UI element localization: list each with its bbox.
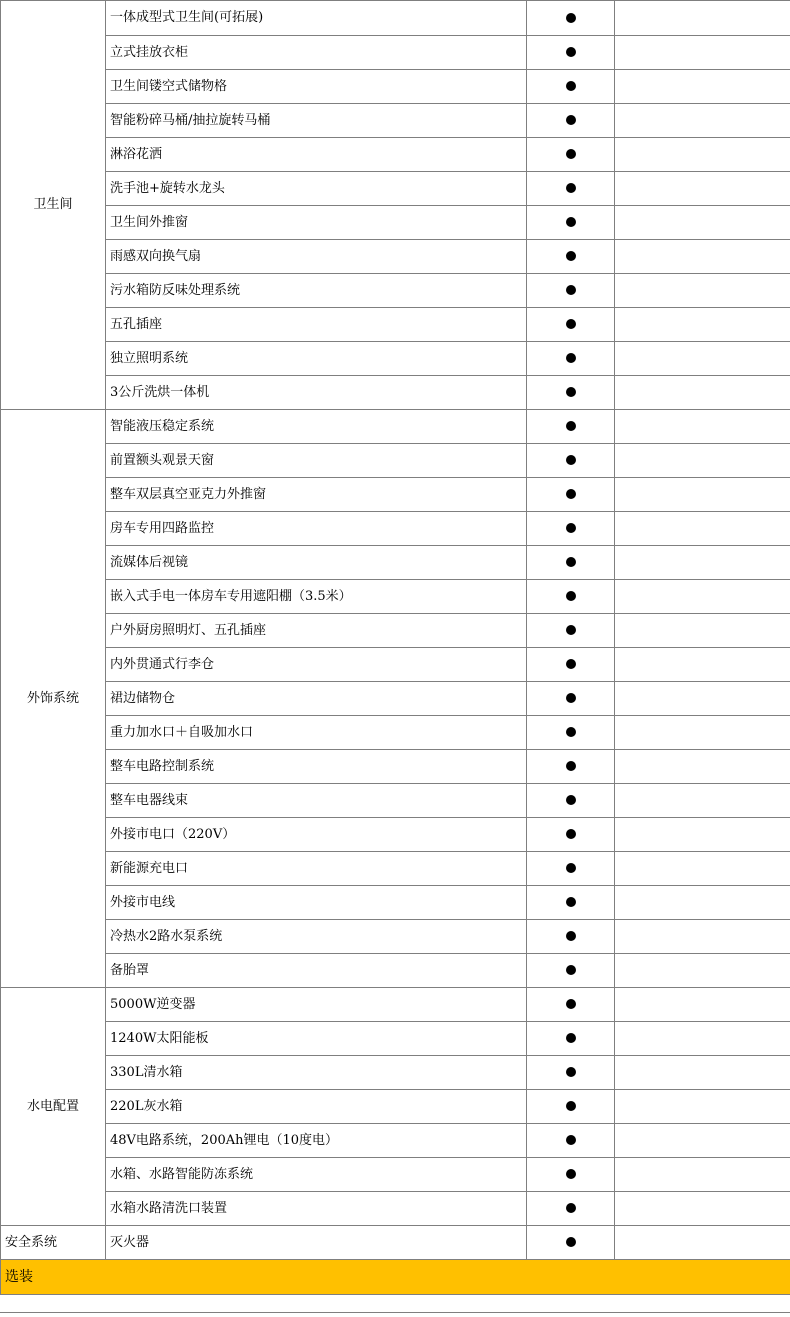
- standard-marker-cell: [527, 954, 615, 988]
- item-name: 1240W太阳能板: [106, 1022, 527, 1056]
- item-name: 五孔插座: [106, 308, 527, 342]
- standard-marker-cell: [527, 240, 615, 274]
- item-name: 水箱、水路智能防冻系统: [106, 1158, 527, 1192]
- notes-cell: [615, 818, 790, 852]
- table-row: [1, 240, 790, 274]
- notes-cell: [615, 920, 790, 954]
- table-row: [1, 546, 790, 580]
- item-name: 220L灰水箱: [106, 1090, 527, 1124]
- table-row: [1, 138, 790, 172]
- standard-dot-icon: [566, 727, 576, 737]
- notes-cell: [615, 444, 790, 478]
- standard-marker-cell: [527, 716, 615, 750]
- item-name: 48V电路系统，200Ah锂电（10度电）: [106, 1124, 527, 1158]
- standard-dot-icon: [566, 217, 576, 227]
- notes-cell: [615, 342, 790, 376]
- notes-cell: [615, 954, 790, 988]
- notes-cell: [615, 1192, 790, 1226]
- item-name: 嵌入式手电一体房车专用遮阳棚（3.5米）: [106, 580, 527, 614]
- notes-cell: [615, 240, 790, 274]
- item-name: 水箱水路清洗口装置: [106, 1192, 527, 1226]
- item-name: 房车专用四路监控: [106, 512, 527, 546]
- notes-cell: [615, 546, 790, 580]
- standard-dot-icon: [566, 455, 576, 465]
- table-row: [1, 818, 790, 852]
- standard-marker-cell: [527, 138, 615, 172]
- item-name: 3公斤洗烘一体机: [106, 376, 527, 410]
- table-row: [1, 580, 790, 614]
- notes-cell: [615, 138, 790, 172]
- notes-cell: [615, 1, 790, 36]
- notes-cell: [615, 172, 790, 206]
- standard-dot-icon: [566, 659, 576, 669]
- table-row: [1, 886, 790, 920]
- item-name: 整车电路控制系统: [106, 750, 527, 784]
- table-row: [1, 104, 790, 138]
- standard-marker-cell: [527, 206, 615, 240]
- notes-cell: [615, 716, 790, 750]
- standard-dot-icon: [566, 1033, 576, 1043]
- table-row: [1, 614, 790, 648]
- standard-marker-cell: [527, 1, 615, 36]
- standard-marker-cell: [527, 614, 615, 648]
- table-row: [1, 376, 790, 410]
- standard-marker-cell: [527, 1124, 615, 1158]
- category-cell: 水电配置: [1, 988, 106, 1226]
- standard-marker-cell: [527, 682, 615, 716]
- table-row: [1, 172, 790, 206]
- table-row: [1, 648, 790, 682]
- table-row: [1, 682, 790, 716]
- notes-cell: [615, 36, 790, 70]
- notes-cell: [615, 750, 790, 784]
- standard-dot-icon: [566, 897, 576, 907]
- notes-cell: [615, 1226, 790, 1260]
- standard-dot-icon: [566, 863, 576, 873]
- notes-cell: [615, 274, 790, 308]
- table-row: [1, 954, 790, 988]
- standard-marker-cell: [527, 852, 615, 886]
- standard-marker-cell: [527, 784, 615, 818]
- standard-dot-icon: [566, 1101, 576, 1111]
- standard-dot-icon: [566, 387, 576, 397]
- item-name: 整车电器线束: [106, 784, 527, 818]
- table-row: [1, 1090, 790, 1124]
- table-row: [1, 36, 790, 70]
- notes-cell: [615, 852, 790, 886]
- standard-marker-cell: [527, 104, 615, 138]
- category-cell: 外饰系统: [1, 410, 106, 988]
- standard-marker-cell: [527, 1226, 615, 1260]
- standard-dot-icon: [566, 1135, 576, 1145]
- standard-dot-icon: [566, 1237, 576, 1247]
- standard-marker-cell: [527, 648, 615, 682]
- standard-dot-icon: [566, 795, 576, 805]
- notes-cell: [615, 1124, 790, 1158]
- notes-cell: [615, 1090, 790, 1124]
- standard-marker-cell: [527, 886, 615, 920]
- table-row: [1, 988, 790, 1022]
- item-name: 淋浴花洒: [106, 138, 527, 172]
- standard-dot-icon: [566, 489, 576, 499]
- standard-marker-cell: [527, 1158, 615, 1192]
- standard-marker-cell: [527, 274, 615, 308]
- notes-cell: [615, 376, 790, 410]
- item-name: 重力加水口＋自吸加水口: [106, 716, 527, 750]
- standard-marker-cell: [527, 444, 615, 478]
- notes-cell: [615, 1022, 790, 1056]
- item-name: 备胎罩: [106, 954, 527, 988]
- standard-marker-cell: [527, 1056, 615, 1090]
- standard-marker-cell: [527, 308, 615, 342]
- standard-dot-icon: [566, 761, 576, 771]
- notes-cell: [615, 70, 790, 104]
- item-name: 灭火器: [106, 1226, 527, 1260]
- standard-marker-cell: [527, 36, 615, 70]
- item-name: 独立照明系统: [106, 342, 527, 376]
- table-row: [1, 70, 790, 104]
- standard-dot-icon: [566, 115, 576, 125]
- notes-cell: [615, 104, 790, 138]
- standard-marker-cell: [527, 580, 615, 614]
- table-row: [1, 784, 790, 818]
- standard-dot-icon: [566, 1169, 576, 1179]
- item-name: 流媒体后视镜: [106, 546, 527, 580]
- standard-dot-icon: [566, 13, 576, 23]
- standard-dot-icon: [566, 931, 576, 941]
- table-row: [1, 1192, 790, 1226]
- standard-dot-icon: [566, 523, 576, 533]
- standard-dot-icon: [566, 285, 576, 295]
- standard-dot-icon: [566, 183, 576, 193]
- item-name: 前置额头观景天窗: [106, 444, 527, 478]
- table-row: [1, 1158, 790, 1192]
- standard-marker-cell: [527, 1192, 615, 1226]
- standard-dot-icon: [566, 421, 576, 431]
- table-row: [1, 274, 790, 308]
- standard-dot-icon: [566, 319, 576, 329]
- optional-section-header: [1, 1260, 790, 1295]
- table-row: [1, 1124, 790, 1158]
- notes-cell: [615, 1158, 790, 1192]
- standard-marker-cell: [527, 546, 615, 580]
- item-name: 户外厨房照明灯、五孔插座: [106, 614, 527, 648]
- standard-marker-cell: [527, 1090, 615, 1124]
- standard-marker-cell: [527, 172, 615, 206]
- table-row: [1, 342, 790, 376]
- standard-dot-icon: [566, 81, 576, 91]
- table-row: [1, 1022, 790, 1056]
- item-name: 智能粉碎马桶/抽拉旋转马桶: [106, 104, 527, 138]
- notes-cell: [615, 410, 790, 444]
- table-row: [1, 444, 790, 478]
- table-row: [1, 512, 790, 546]
- standard-marker-cell: [527, 1022, 615, 1056]
- notes-cell: [615, 614, 790, 648]
- standard-dot-icon: [566, 557, 576, 567]
- item-name: 雨感双向换气扇: [106, 240, 527, 274]
- standard-marker-cell: [527, 478, 615, 512]
- standard-marker-cell: [527, 376, 615, 410]
- standard-marker-cell: [527, 512, 615, 546]
- item-name: 整车双层真空亚克力外推窗: [106, 478, 527, 512]
- item-name: 冷热水2路水泵系统: [106, 920, 527, 954]
- item-name: 裙边储物仓: [106, 682, 527, 716]
- item-name: 立式挂放衣柜: [106, 36, 527, 70]
- notes-cell: [615, 478, 790, 512]
- item-name: 5000W逆变器: [106, 988, 527, 1022]
- standard-marker-cell: [527, 920, 615, 954]
- notes-cell: [615, 886, 790, 920]
- item-name: 卫生间外推窗: [106, 206, 527, 240]
- item-name: 内外贯通式行李仓: [106, 648, 527, 682]
- table-row: [1, 308, 790, 342]
- table-row: [1, 920, 790, 954]
- table-row: [1, 750, 790, 784]
- notes-cell: [615, 988, 790, 1022]
- standard-dot-icon: [566, 1203, 576, 1213]
- item-name: 污水箱防反味处理系统: [106, 274, 527, 308]
- notes-cell: [615, 206, 790, 240]
- table-row: [1, 852, 790, 886]
- standard-marker-cell: [527, 342, 615, 376]
- standard-marker-cell: [527, 410, 615, 444]
- table-row: [1, 1, 790, 36]
- standard-dot-icon: [566, 965, 576, 975]
- standard-dot-icon: [566, 353, 576, 363]
- table-row: [1, 206, 790, 240]
- item-name: 330L清水箱: [106, 1056, 527, 1090]
- item-name: 智能液压稳定系统: [106, 410, 527, 444]
- table-row: [1, 1056, 790, 1090]
- notes-cell: [615, 784, 790, 818]
- standard-marker-cell: [527, 70, 615, 104]
- notes-cell: [615, 1056, 790, 1090]
- standard-marker-cell: [527, 988, 615, 1022]
- standard-dot-icon: [566, 999, 576, 1009]
- category-cell: 安全系统: [1, 1226, 106, 1260]
- standard-dot-icon: [566, 47, 576, 57]
- notes-cell: [615, 580, 790, 614]
- notes-cell: [615, 308, 790, 342]
- item-name: 外接市电口（220V）: [106, 818, 527, 852]
- standard-dot-icon: [566, 829, 576, 839]
- item-name: 新能源充电口: [106, 852, 527, 886]
- table-row: [1, 410, 790, 444]
- table-row: [1, 1226, 790, 1260]
- item-name: 外接市电线: [106, 886, 527, 920]
- notes-cell: [615, 648, 790, 682]
- standard-dot-icon: [566, 1067, 576, 1077]
- notes-cell: [615, 512, 790, 546]
- table-row: [1, 716, 790, 750]
- standard-dot-icon: [566, 251, 576, 261]
- standard-dot-icon: [566, 149, 576, 159]
- standard-marker-cell: [527, 750, 615, 784]
- standard-dot-icon: [566, 625, 576, 635]
- optional-header-label: 选装: [1, 1260, 790, 1295]
- standard-marker-cell: [527, 818, 615, 852]
- notes-cell: [615, 682, 790, 716]
- table-bottom-strip: [0, 1312, 790, 1317]
- standard-dot-icon: [566, 591, 576, 601]
- item-name: 卫生间镂空式储物格: [106, 70, 527, 104]
- item-name: 洗手池+旋转水龙头: [106, 172, 527, 206]
- table-row: [1, 478, 790, 512]
- item-name: 一体成型式卫生间(可拓展): [106, 1, 527, 36]
- standard-dot-icon: [566, 693, 576, 703]
- category-cell: 卫生间: [1, 1, 106, 410]
